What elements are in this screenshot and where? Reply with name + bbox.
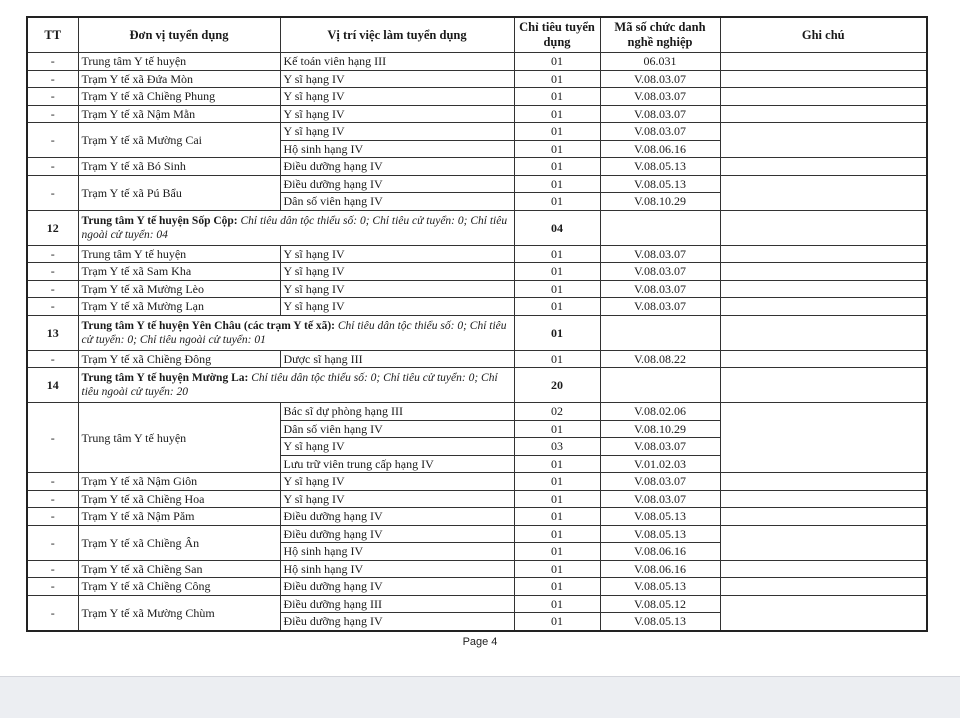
job-position: Dân số viên hạng IV [280,420,514,438]
row-note [720,403,927,473]
job-quota: 01 [514,105,600,123]
job-quota: 01 [514,193,600,211]
recruiting-unit: Trung tâm Y tế huyện [78,245,280,263]
job-code: V.08.10.29 [600,420,720,438]
job-quota: 01 [514,123,600,141]
job-code: V.08.03.07 [600,105,720,123]
job-quota: 01 [514,280,600,298]
job-position: Y sĩ hạng IV [280,105,514,123]
recruiting-unit: Trạm Y tế xã Nậm Păm [78,508,280,526]
table-row [27,70,927,88]
job-position: Y sĩ hạng IV [280,473,514,491]
job-code: V.08.03.07 [600,245,720,263]
table-body [27,53,927,631]
job-position: Hộ sinh hạng IV [280,140,514,158]
group-note [720,368,927,403]
job-code: V.08.06.16 [600,560,720,578]
row-tt: - [27,263,78,281]
recruiting-unit: Trạm Y tế xã Pú Bẩu [78,175,280,210]
job-quota: 01 [514,263,600,281]
row-tt: - [27,508,78,526]
row-tt: - [27,158,78,176]
viewer-bottom-bar [0,676,960,718]
table-row [27,578,927,596]
job-code: V.08.03.07 [600,490,720,508]
recruiting-unit: Trạm Y tế xã Chiềng Công [78,578,280,596]
header-unit: Đơn vị tuyển dụng [78,17,280,53]
row-note [720,263,927,281]
row-tt: - [27,473,78,491]
job-position: Kế toán viên hạng III [280,53,514,71]
job-position: Y sĩ hạng IV [280,123,514,141]
recruiting-unit: Trung tâm Y tế huyện [78,403,280,473]
group-description [78,368,514,403]
recruitment-table [26,16,928,632]
header-quota: Chỉ tiêu tuyển dụng [514,17,600,53]
job-code: V.08.03.07 [600,70,720,88]
row-note [720,123,927,158]
job-position: Điều dưỡng hạng III [280,595,514,613]
table-row [27,403,927,421]
row-tt: - [27,88,78,106]
group-code [600,210,720,245]
job-code: V.08.03.07 [600,263,720,281]
job-code: V.08.05.13 [600,578,720,596]
job-quota: 01 [514,455,600,473]
job-quota: 01 [514,298,600,316]
job-position: Hộ sinh hạng IV [280,560,514,578]
job-code: V.08.06.16 [600,140,720,158]
row-tt: - [27,490,78,508]
job-position: Y sĩ hạng IV [280,88,514,106]
row-note [720,105,927,123]
job-position: Điều dưỡng hạng IV [280,158,514,176]
job-position: Y sĩ hạng IV [280,263,514,281]
job-quota: 01 [514,473,600,491]
job-code: V.08.05.13 [600,175,720,193]
row-note [720,350,927,368]
recruiting-unit: Trạm Y tế xã Sam Kha [78,263,280,281]
row-tt: - [27,578,78,596]
row-note [720,508,927,526]
row-tt: - [27,53,78,71]
job-code: V.08.02.06 [600,403,720,421]
row-tt: - [27,560,78,578]
job-position: Điều dưỡng hạng IV [280,508,514,526]
group-code [600,368,720,403]
job-quota: 01 [514,158,600,176]
job-quota: 01 [514,613,600,631]
row-tt: - [27,123,78,158]
row-note [720,595,927,631]
table-row [27,525,927,543]
group-row [27,210,927,245]
job-position: Dược sĩ hạng III [280,350,514,368]
row-note [720,525,927,560]
group-quota-detail: Chỉ tiêu dân tộc thiểu số: 0; Chỉ tiêu cử tuyển: 0; Chỉ tiêu ngoài cử tuyển: 20 [81,372,498,398]
job-code: V.08.03.07 [600,298,720,316]
group-description [78,210,514,245]
job-quota: 01 [514,578,600,596]
header-note: Ghi chú [720,17,927,53]
group-number: 14 [27,368,78,403]
job-code: V.08.05.13 [600,613,720,631]
group-name: Trung tâm Y tế huyện Yên Châu (các trạm Y tế xã): [81,319,335,332]
table-header-row [27,17,927,53]
group-quota: 01 [514,315,600,350]
table-row [27,280,927,298]
recruiting-unit: Trạm Y tế xã Bó Sinh [78,158,280,176]
group-row [27,368,927,403]
job-code: V.08.03.07 [600,473,720,491]
table-row [27,508,927,526]
group-quota-detail: Chỉ tiêu dân tộc thiểu số: 0; Chỉ tiêu cử tuyển: 0; Chỉ tiêu ngoài cử tuyển: 04 [81,214,508,241]
job-position: Bác sĩ dự phòng hạng III [280,403,514,421]
row-tt: - [27,70,78,88]
table-row [27,595,927,613]
job-quota: 01 [514,350,600,368]
recruiting-unit: Trạm Y tế xã Chiềng Hoa [78,490,280,508]
recruiting-unit: Trung tâm Y tế huyện [78,53,280,71]
row-note [720,245,927,263]
row-note [720,175,927,210]
job-code: V.08.03.07 [600,123,720,141]
row-note [720,53,927,71]
table-row [27,53,927,71]
row-note [720,473,927,491]
job-code: V.08.05.13 [600,525,720,543]
job-code: V.08.05.13 [600,158,720,176]
job-code: V.08.05.13 [600,508,720,526]
table-row [27,105,927,123]
table-row [27,123,927,141]
job-quota: 01 [514,560,600,578]
job-code: V.08.10.29 [600,193,720,211]
job-code: 06.031 [600,53,720,71]
job-quota: 01 [514,70,600,88]
job-quota: 02 [514,403,600,421]
recruiting-unit: Trạm Y tế xã Chiềng Đông [78,350,280,368]
header-tt: TT [27,17,78,53]
job-position: Y sĩ hạng IV [280,438,514,456]
table-row [27,175,927,193]
header-position: Vị trí việc làm tuyển dụng [280,17,514,53]
job-position: Y sĩ hạng IV [280,298,514,316]
row-tt: - [27,280,78,298]
job-quota: 01 [514,420,600,438]
table-row [27,158,927,176]
job-position: Điều dưỡng hạng IV [280,525,514,543]
job-position: Y sĩ hạng IV [280,70,514,88]
job-code: V.08.03.07 [600,438,720,456]
group-name: Trung tâm Y tế huyện Mường La: [81,372,249,384]
job-quota: 01 [514,490,600,508]
row-tt: - [27,525,78,560]
group-note [720,210,927,245]
job-code: V.08.05.12 [600,595,720,613]
group-description [78,315,514,350]
row-tt: - [27,403,78,473]
job-quota: 01 [514,140,600,158]
job-quota: 01 [514,53,600,71]
job-code: V.08.08.22 [600,350,720,368]
group-row [27,315,927,350]
row-tt: - [27,245,78,263]
job-code: V.08.03.07 [600,280,720,298]
row-note [720,158,927,176]
job-quota: 01 [514,595,600,613]
job-position: Y sĩ hạng IV [280,280,514,298]
row-tt: - [27,175,78,210]
table-row [27,473,927,491]
group-number: 13 [27,315,78,350]
recruiting-unit: Trạm Y tế xã Mường Cai [78,123,280,158]
job-position: Điều dưỡng hạng IV [280,613,514,631]
job-quota: 03 [514,438,600,456]
job-position: Y sĩ hạng IV [280,490,514,508]
table-row [27,490,927,508]
row-tt: - [27,298,78,316]
table-row [27,245,927,263]
row-note [720,88,927,106]
recruiting-unit: Trạm Y tế xã Chiềng Ân [78,525,280,560]
job-position: Hộ sinh hạng IV [280,543,514,561]
row-note [720,298,927,316]
recruiting-unit: Trạm Y tế xã Mường Lèo [78,280,280,298]
group-number: 12 [27,210,78,245]
group-note [720,315,927,350]
header-code: Mã số chức danh nghề nghiệp [600,17,720,53]
row-tt: - [27,105,78,123]
recruiting-unit: Trạm Y tế xã Chiềng Phung [78,88,280,106]
row-note [720,578,927,596]
group-name: Trung tâm Y tế huyện Sốp Cộp: [81,214,238,227]
row-note [720,560,927,578]
table-row [27,298,927,316]
table-row [27,88,927,106]
group-quota-detail: Chỉ tiêu dân tộc thiểu số: 0; Chỉ tiêu cử tuyển: 0; Chỉ tiêu ngoài cử tuyển: 01 [81,319,507,346]
group-code [600,315,720,350]
row-note [720,70,927,88]
row-note [720,490,927,508]
job-quota: 01 [514,88,600,106]
job-quota: 01 [514,175,600,193]
job-position: Lưu trữ viên trung cấp hạng IV [280,455,514,473]
page-number: Page 4 [462,636,498,648]
job-quota: 01 [514,508,600,526]
job-position: Điều dưỡng hạng IV [280,578,514,596]
job-position: Dân số viên hạng IV [280,193,514,211]
job-code: V.08.06.16 [600,543,720,561]
recruiting-unit: Trạm Y tế xã Mường Chùm [78,595,280,631]
job-code: V.08.03.07 [600,88,720,106]
group-quota: 04 [514,210,600,245]
row-note [720,280,927,298]
recruiting-unit: Trạm Y tế xã Nậm Mằn [78,105,280,123]
recruiting-unit: Trạm Y tế xã Chiềng San [78,560,280,578]
table-row [27,263,927,281]
row-tt: - [27,595,78,631]
group-quota: 20 [514,368,600,403]
job-code: V.01.02.03 [600,455,720,473]
job-quota: 01 [514,525,600,543]
job-quota: 01 [514,543,600,561]
row-tt: - [27,350,78,368]
recruiting-unit: Trạm Y tế xã Đứa Mòn [78,70,280,88]
table-row [27,560,927,578]
table-row [27,350,927,368]
job-position: Y sĩ hạng IV [280,245,514,263]
job-quota: 01 [514,245,600,263]
job-position: Điều dưỡng hạng IV [280,175,514,193]
recruiting-unit: Trạm Y tế xã Nậm Giôn [78,473,280,491]
recruiting-unit: Trạm Y tế xã Mường Lạn [78,298,280,316]
